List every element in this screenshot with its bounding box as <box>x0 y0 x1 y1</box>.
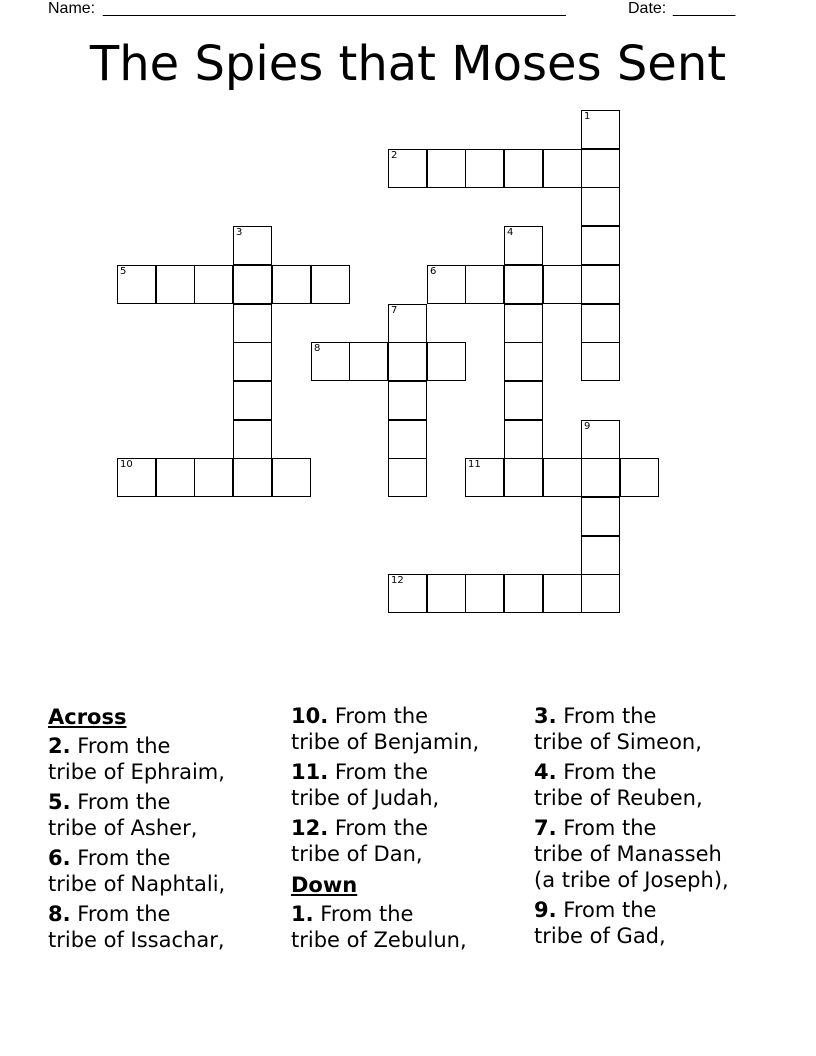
crossword-cell[interactable] <box>427 342 466 381</box>
crossword-cell[interactable] <box>581 536 620 575</box>
crossword-cell[interactable] <box>581 497 620 536</box>
crossword-cell[interactable] <box>233 342 272 381</box>
clue-text: From the tribe of Simeon, <box>534 704 702 754</box>
clue-number-label: 4 <box>507 227 514 238</box>
clue-item <box>534 815 774 893</box>
crossword-cell[interactable] <box>581 574 620 613</box>
clue-text: From the tribe of Reuben, <box>534 760 703 810</box>
crossword-cell[interactable] <box>620 458 659 497</box>
crossword-cell[interactable] <box>543 574 582 613</box>
crossword-cell[interactable] <box>504 342 543 381</box>
crossword-cell[interactable] <box>194 265 233 304</box>
clue-item <box>48 789 288 841</box>
clue-number-label: 1 <box>584 111 591 122</box>
across-clue-list <box>48 733 288 953</box>
crossword-cell[interactable] <box>504 265 543 304</box>
crossword-cell[interactable] <box>504 226 543 265</box>
clue-number-label: 6 <box>430 266 437 277</box>
crossword-cell[interactable] <box>388 149 427 188</box>
clue-number-label: 7 <box>391 305 398 316</box>
crossword-cell[interactable] <box>581 226 620 265</box>
clue-text: From the tribe of Zebulun, <box>291 902 467 952</box>
clues-section <box>0 703 816 1003</box>
crossword-cell[interactable] <box>349 342 388 381</box>
clue-number-label: 9 <box>584 421 591 432</box>
crossword-cell[interactable] <box>504 381 543 420</box>
clue-item <box>534 759 774 811</box>
clue-item <box>291 815 531 867</box>
down-clue-list <box>291 901 531 953</box>
crossword-cell[interactable] <box>388 304 427 343</box>
crossword-cell[interactable] <box>272 458 311 497</box>
page-title: The Spies that Moses Sent <box>89 36 727 92</box>
clue-item <box>291 703 531 755</box>
crossword-cell[interactable] <box>504 304 543 343</box>
clue-item <box>291 759 531 811</box>
clue-item <box>48 901 288 953</box>
crossword-cell[interactable] <box>311 265 350 304</box>
clue-item <box>48 733 288 785</box>
crossword-cell[interactable] <box>117 265 156 304</box>
across-heading: Across <box>48 705 127 729</box>
clue-item <box>291 901 531 953</box>
clue-text: From the tribe of Gad, <box>534 898 666 948</box>
clue-item <box>534 703 774 755</box>
crossword-cell[interactable] <box>388 574 427 613</box>
clue-number-label: 2 <box>391 150 398 161</box>
clue-number-label: 10 <box>120 459 133 470</box>
clue-text: From the tribe of Ephraim, <box>48 734 225 784</box>
crossword-cell[interactable] <box>388 458 427 497</box>
clue-number: 5. <box>48 790 71 814</box>
clue-number-label: 3 <box>236 227 243 238</box>
clue-number: 8. <box>48 902 71 926</box>
name-blank-line: ____________________________________________________ <box>103 0 566 17</box>
clue-item <box>48 845 288 897</box>
crossword-cell[interactable] <box>581 187 620 226</box>
crossword-cell[interactable] <box>388 381 427 420</box>
crossword-cell[interactable] <box>581 149 620 188</box>
crossword-cell[interactable] <box>272 265 311 304</box>
crossword-cell[interactable] <box>581 265 620 304</box>
crossword-cell[interactable] <box>427 574 466 613</box>
crossword-cell[interactable] <box>465 149 504 188</box>
crossword-cell[interactable] <box>233 226 272 265</box>
crossword-cell[interactable] <box>233 265 272 304</box>
clue-column-3 <box>534 703 774 953</box>
crossword-cell[interactable] <box>156 265 195 304</box>
clue-text: From the tribe of Manasseh (a tribe of Joseph), <box>534 816 729 892</box>
clue-number: 2. <box>48 734 71 758</box>
crossword-cell[interactable] <box>543 458 582 497</box>
clue-number: 7. <box>534 816 557 840</box>
date-label: Date: <box>628 0 667 17</box>
clue-item <box>534 897 774 949</box>
crossword-cell[interactable] <box>543 265 582 304</box>
clue-text: From the tribe of Issachar, <box>48 902 225 952</box>
crossword-cell[interactable] <box>504 149 543 188</box>
clue-number: 3. <box>534 704 557 728</box>
crossword-cell[interactable] <box>233 381 272 420</box>
crossword-cell[interactable] <box>156 458 195 497</box>
clue-text: From the tribe of Judah, <box>291 760 440 810</box>
clue-number-label: 8 <box>314 343 321 354</box>
clue-text: From the tribe of Naphtali, <box>48 846 226 896</box>
down-heading: Down <box>291 873 358 897</box>
clue-text: From the tribe of Benjamin, <box>291 704 480 754</box>
crossword-cell[interactable] <box>543 149 582 188</box>
crossword-cell[interactable] <box>233 420 272 459</box>
clue-number: 9. <box>534 898 557 922</box>
crossword-cell[interactable] <box>581 458 620 497</box>
crossword-cell[interactable] <box>581 342 620 381</box>
crossword-cell[interactable] <box>233 458 272 497</box>
crossword-cell[interactable] <box>581 304 620 343</box>
clue-number: 6. <box>48 846 71 870</box>
crossword-cell[interactable] <box>233 304 272 343</box>
clue-number-label: 5 <box>120 266 127 277</box>
clue-column-1 <box>48 703 288 957</box>
clue-number: 1. <box>291 902 314 926</box>
crossword-cell[interactable] <box>581 420 620 459</box>
crossword-cell[interactable] <box>465 458 504 497</box>
crossword-cell[interactable] <box>504 574 543 613</box>
crossword-cell[interactable] <box>581 110 620 149</box>
crossword-cell[interactable] <box>311 342 350 381</box>
clue-column-2 <box>291 703 531 957</box>
clue-number: 11. <box>291 760 329 784</box>
crossword-cell[interactable] <box>388 342 427 381</box>
clue-number: 10. <box>291 704 329 728</box>
date-blank-line: _______ <box>673 0 736 17</box>
crossword-cell[interactable] <box>504 458 543 497</box>
crossword-cell[interactable] <box>194 458 233 497</box>
clue-text: From the tribe of Dan, <box>291 816 429 866</box>
crossword-cell[interactable] <box>504 420 543 459</box>
clue-number-label: 12 <box>391 575 404 586</box>
name-label: Name: <box>48 0 96 17</box>
clue-text: From the tribe of Asher, <box>48 790 198 840</box>
crossword-cell[interactable] <box>427 149 466 188</box>
clue-number: 4. <box>534 760 557 784</box>
crossword-cell[interactable] <box>117 458 156 497</box>
across-clue-list-continued <box>291 703 531 867</box>
crossword-cell[interactable] <box>427 265 466 304</box>
down-clue-list-continued <box>534 703 774 949</box>
clue-number-label: 11 <box>468 459 481 470</box>
crossword-cell[interactable] <box>465 265 504 304</box>
clue-number: 12. <box>291 816 329 840</box>
crossword-cell[interactable] <box>388 420 427 459</box>
crossword-cell[interactable] <box>465 574 504 613</box>
